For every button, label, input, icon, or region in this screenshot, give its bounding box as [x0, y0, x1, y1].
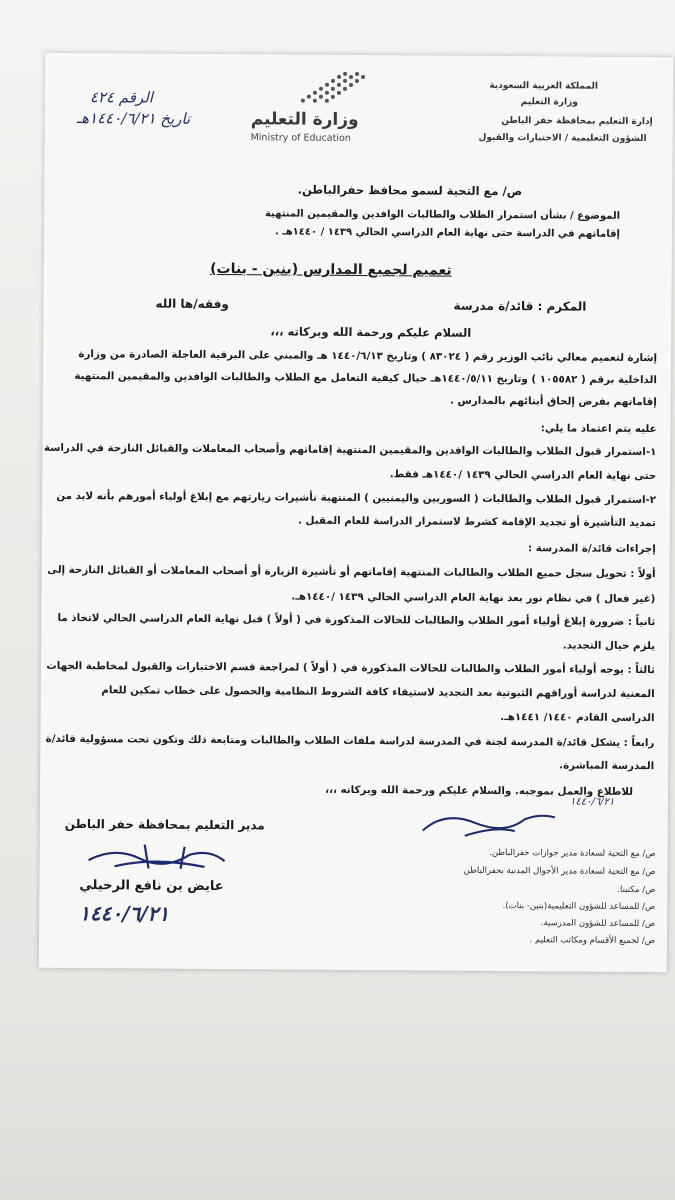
header-kingdom: المملكة العربية السعودية	[489, 80, 599, 92]
body-line: حتى نهاية العام الدراسي الحالي ١٤٣٩ /١٤٤٠هـ فقط.	[389, 468, 657, 483]
body-line: الداخلية برقم ( ١٠٥٥٨٢ ) وتاريخ ١٤٤٠/٥/١١هـ حيال كيفية التعامل مع الطلاب والطالبات الوافدين والمقيمين المنتهية	[74, 370, 657, 387]
header-section: الشؤون التعليمية / الاختبارات والقبول	[478, 132, 647, 145]
document-page	[39, 53, 673, 972]
body-line: يلزم حيال التجديد.	[562, 639, 656, 653]
addressee: المكرم : قائد/ة مدرسة	[453, 298, 587, 314]
copy-line: ص/ للمساعد للشؤون التعليمية(بنين- بنات).	[502, 901, 656, 913]
body-line: رابعاً : يشكل قائد/ة المدرسة لجنة في المدرسة لدراسة ملفات الطلاب والطالبات ومتابعة ذلك وتكون تحت مسؤولية قائد/ة	[45, 732, 655, 750]
copy-line: ص/ لجميع الأقسام ومكاتب التعليم .	[529, 935, 656, 947]
subject-line-2: إقاماتهم في الدراسة حتى نهاية العام الدراسي الحالي ١٤٣٩ / ١٤٤٠هـ .	[275, 226, 620, 240]
body-line: ثالثاً : يوجه أولياء أمور الطلاب والطالبات للحالات المذكورة في ( أولاً ) لمراجعة قسم الاختبارات والقبول لمخاطبة الجهات	[46, 659, 655, 677]
copy-line: ص/ مع التحية لسعادة مدير الأحوال المدنية بحفرالباطن	[463, 865, 656, 878]
signature-date: ١٤٤٠/٦/٢١	[79, 901, 170, 926]
ministry-logo-icon	[295, 71, 375, 106]
body-line: المعنية لدراسة أوراقهم الثبوتية بعد التجديد لاستيفاء كافة الشروط النظامية والحصول على خطاب تمكين للعام	[101, 684, 655, 701]
subject-line-1: الموضوع / بشأن استمرار الطلاب والطالبات الوافدين والمقيمين المنتهية	[264, 208, 621, 222]
body-line: إجراءات قائد/ة المدرسة :	[527, 542, 656, 556]
body-line: الدراسي القادم ١٤٤٠/ ١٤٤١هـ.	[500, 711, 655, 725]
body-line: تمديد التأشيرة أو تجديد الإقامة كشرط لاستمرار الدراسة للعام المقبل .	[298, 514, 656, 530]
body-line: أولاً : تحويل سجل جميع الطلاب والطالبات المنتهية إقاماتهم أو تأشيرة الزيارة أو أصحاب المعاملات أو القبائل النازحة إلى	[47, 563, 656, 581]
background-table	[0, 975, 675, 1200]
signature-title: مدير التعليم بمحافظة حفر الباطن	[64, 816, 265, 833]
signatory-name: عايض بن نافع الرحيلي	[79, 878, 224, 895]
handwritten-signature-icon	[84, 838, 234, 875]
initials-scribble-icon	[415, 800, 565, 841]
body-line: إقاماتهم بفرض إلحاق أبنائهم بالمدارس .	[450, 394, 657, 409]
copy-line: ص/ للمساعد للشؤون المدرسية.	[540, 918, 656, 930]
margin-date: ١٤٤٠/٦/٢١	[569, 796, 615, 808]
reference-number: الرقم ٤٢٤	[89, 88, 154, 107]
closing-line: للاطلاع والعمل بموجبه. والسلام عليكم ورحمة الله وبركاته ،،،	[325, 783, 634, 798]
body-line: (غير فعال ) في نظام نور بعد نهاية العام الدراسي الحالي ١٤٣٩ /١٤٤٠هـ.	[291, 590, 656, 606]
greeting: السلام عليكم ورحمة الله وبركاته ،،،	[270, 324, 472, 340]
to-line: ص/ مع التحية لسمو محافظ حفرالباطن.	[297, 182, 523, 199]
body-line: ثانياً : ضرورة إبلاغ أولياء أمور الطلاب والطالبات للحالات المذكورة في ( أولاً ) قبل نهاية العام الدراسي الحالي لاتخاذ ما	[57, 611, 656, 629]
blessing: وفقه/ها الله	[155, 296, 229, 312]
logo-english-text: Ministry of Education	[250, 132, 351, 144]
reference-date: تاريخ ١٤٤٠/٦/٢١هـ	[76, 109, 191, 128]
header-ministry: وزارة التعليم	[520, 97, 578, 108]
body-line: المدرسة المباشرة.	[559, 759, 655, 773]
body-line: ١-استمرار قبول الطلاب والطالبات الوافدين والمقيمين المنتهية إقاماتهم وأصحاب المعاملات والقبائل النازحة في الدراسة	[43, 441, 657, 459]
body-line: عليه يتم اعتماد ما يلي:	[540, 422, 657, 436]
body-line: ٢-استمرار قبول الطلاب والطالبات ( السوريين واليمنيين ) المنتهية تأشيرات زيارتهم مع إبلاغ أولياء أمورهم بأنه لابد من	[56, 489, 657, 507]
logo-arabic-text: وزارة التعليم	[250, 109, 359, 131]
body-line: إشارة لتعميم معالي نائب الوزير رقم ( ٨٣٠٢٤ ) وتاريخ ١٤٤٠/٦/١٣ هـ والمبني على البرقية العاجلة الصادرة من وزارة	[78, 348, 658, 365]
copy-line: ص/ مكتبنا.	[617, 884, 656, 896]
header-department: إدارة التعليم بمحافظة حفر الباطن	[501, 116, 653, 128]
copy-line: ص/ مع التحية لسعادة مدير جوازات حفرالباطن.	[489, 847, 656, 860]
circular-title: تعميم لجميع المدارس (بنين - بنات)	[210, 260, 452, 279]
